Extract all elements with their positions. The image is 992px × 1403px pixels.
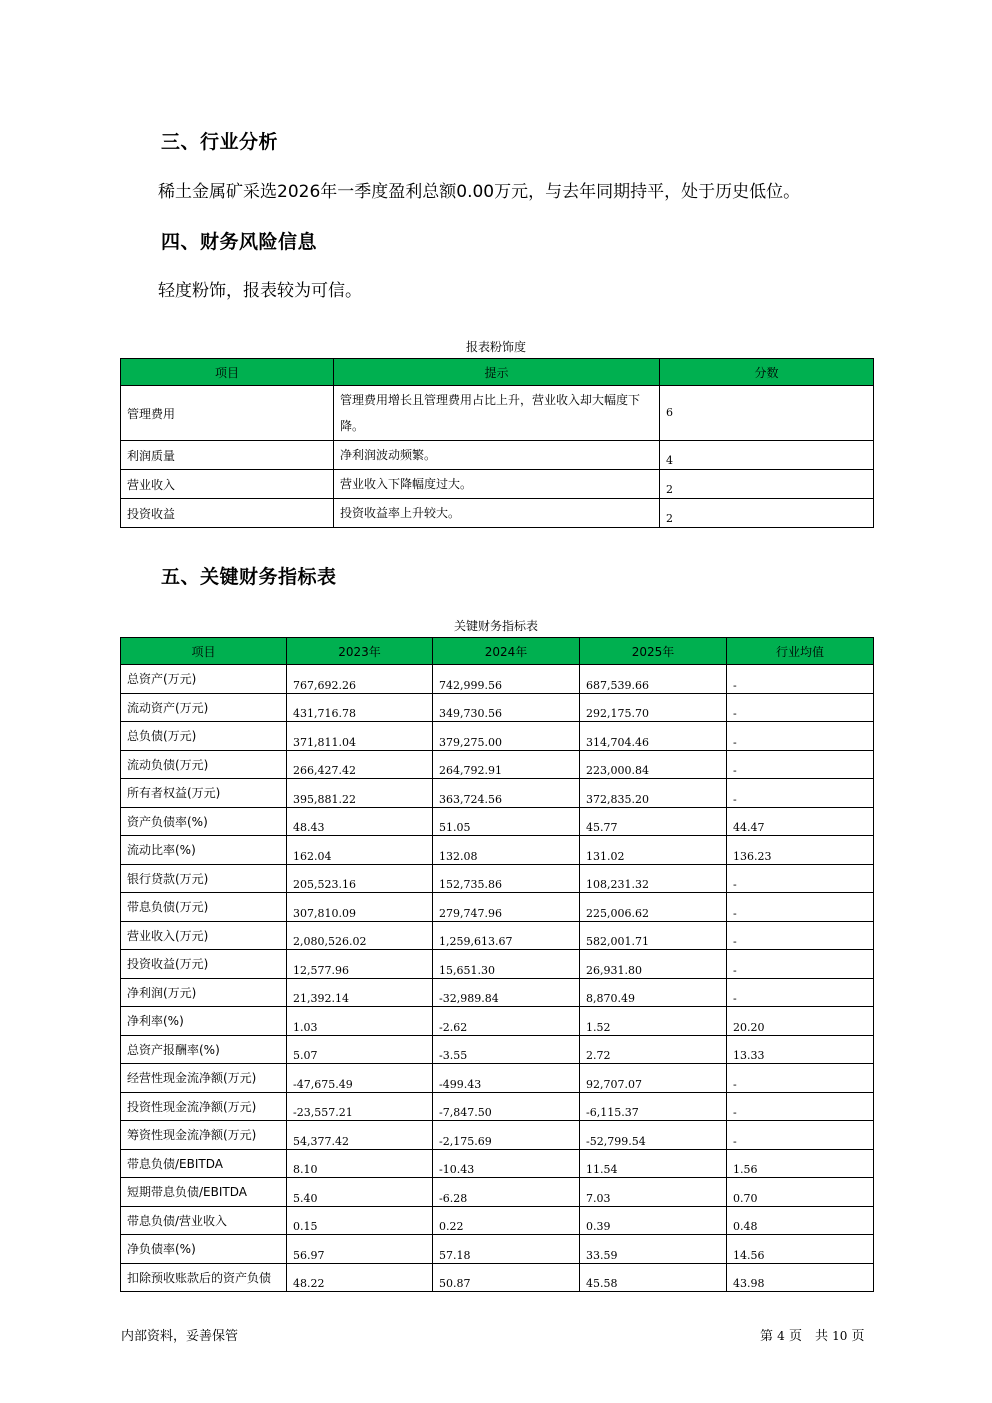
table-row <box>121 1149 874 1178</box>
industry-section-title: 三、行业分析 <box>161 131 279 153</box>
risk-section-title: 四、财务风险信息 <box>161 231 318 253</box>
metric-2024: 379,275.00 <box>433 722 580 751</box>
table-row <box>121 893 874 922</box>
table-row <box>121 1178 874 1207</box>
metric-industry-avg: - <box>727 893 874 922</box>
metric-2025: 0.39 <box>580 1206 727 1235</box>
metric-2024: 0.22 <box>433 1206 580 1235</box>
metric-industry-avg: - <box>727 1092 874 1121</box>
metric-2025: 45.77 <box>580 807 727 836</box>
metric-industry-avg: - <box>727 750 874 779</box>
metric-industry-avg: 0.70 <box>727 1178 874 1207</box>
risk-table <box>120 358 874 528</box>
risk-header-item: 项目 <box>121 359 334 386</box>
metric-industry-avg: 44.47 <box>727 807 874 836</box>
metric-label: 流动比率(%) <box>121 836 287 865</box>
metric-2025: 92,707.07 <box>580 1064 727 1093</box>
metric-2025: 45.58 <box>580 1263 727 1292</box>
metric-2024: 15,651.30 <box>433 950 580 979</box>
table-row <box>121 950 874 979</box>
table-row <box>121 978 874 1007</box>
metric-industry-avg: 20.20 <box>727 1007 874 1036</box>
metric-2023: 431,716.78 <box>287 693 433 722</box>
metric-industry-avg: - <box>727 950 874 979</box>
metrics-header-2023: 2023年 <box>287 638 433 665</box>
page-mid: 页 共 <box>788 1329 828 1344</box>
risk-item: 管理费用 <box>121 386 334 441</box>
metrics-header-industry-avg: 行业均值 <box>727 638 874 665</box>
metric-2025: 687,539.66 <box>580 665 727 694</box>
table-row <box>121 921 874 950</box>
metric-2024: -7,847.50 <box>433 1092 580 1121</box>
metrics-table-caption: 关键财务指标表 <box>453 619 538 633</box>
metric-industry-avg: 0.48 <box>727 1206 874 1235</box>
metric-2024: 51.05 <box>433 807 580 836</box>
metric-industry-avg: - <box>727 722 874 751</box>
table-row <box>121 750 874 779</box>
metric-2025: 33.59 <box>580 1235 727 1264</box>
risk-score: 2 <box>660 499 874 528</box>
metric-2024: 50.87 <box>433 1263 580 1292</box>
metric-label: 总资产(万元) <box>121 665 287 694</box>
metric-2023: 266,427.42 <box>287 750 433 779</box>
metric-2023: 0.15 <box>287 1206 433 1235</box>
metric-label: 净利润(万元) <box>121 978 287 1007</box>
table-row <box>121 470 874 499</box>
metrics-table <box>120 637 874 1292</box>
page-number: 4 <box>777 1329 785 1343</box>
metric-label: 经营性现金流净额(万元) <box>121 1064 287 1093</box>
risk-hint: 投资收益率上升较大。 <box>334 499 660 528</box>
metric-label: 带息负债/营业收入 <box>121 1206 287 1235</box>
risk-score: 4 <box>660 441 874 470</box>
metric-industry-avg: 43.98 <box>727 1263 874 1292</box>
risk-score: 6 <box>660 386 874 441</box>
risk-hint: 净利润波动频繁。 <box>334 441 660 470</box>
metric-label: 筹资性现金流净额(万元) <box>121 1121 287 1150</box>
industry-analysis-text: 稀土金属矿采选2026年一季度盈利总额0.00万元，与去年同期持平，处于历史低位。 <box>158 182 801 202</box>
page-suffix: 页 <box>851 1329 865 1344</box>
table-row <box>121 441 874 470</box>
risk-item: 利润质量 <box>121 441 334 470</box>
metric-2023: 21,392.14 <box>287 978 433 1007</box>
metric-2025: 7.03 <box>580 1178 727 1207</box>
metric-label: 总资产报酬率(%) <box>121 1035 287 1064</box>
metric-2023: 205,523.16 <box>287 864 433 893</box>
risk-item: 营业收入 <box>121 470 334 499</box>
metric-industry-avg: - <box>727 1121 874 1150</box>
metric-industry-avg: - <box>727 921 874 950</box>
metric-2025: 582,001.71 <box>580 921 727 950</box>
metric-2024: -6.28 <box>433 1178 580 1207</box>
metric-2023: 48.22 <box>287 1263 433 1292</box>
metric-label: 流动负债(万元) <box>121 750 287 779</box>
risk-header-hint: 提示 <box>334 359 660 386</box>
metric-industry-avg: - <box>727 779 874 808</box>
metric-label: 带息负债/EBITDA <box>121 1149 287 1178</box>
metrics-header-2025: 2025年 <box>580 638 727 665</box>
risk-hint: 管理费用增长且管理费用占比上升，营业收入却大幅度下降。 <box>334 386 660 441</box>
metric-2025: 2.72 <box>580 1035 727 1064</box>
metrics-header-item: 项目 <box>121 638 287 665</box>
metric-2024: -10.43 <box>433 1149 580 1178</box>
metric-2023: 56.97 <box>287 1235 433 1264</box>
metric-2024: 264,792.91 <box>433 750 580 779</box>
metric-2023: 54,377.42 <box>287 1121 433 1150</box>
metric-industry-avg: 14.56 <box>727 1235 874 1264</box>
metric-2023: 1.03 <box>287 1007 433 1036</box>
metric-label: 流动资产(万元) <box>121 693 287 722</box>
metrics-section-title: 五、关键财务指标表 <box>161 566 337 588</box>
table-row <box>121 693 874 722</box>
metric-label: 带息负债(万元) <box>121 893 287 922</box>
table-row <box>121 722 874 751</box>
metric-label: 净负债率(%) <box>121 1235 287 1264</box>
metric-2024: 57.18 <box>433 1235 580 1264</box>
metric-2024: -32,989.84 <box>433 978 580 1007</box>
metric-2023: -23,557.21 <box>287 1092 433 1121</box>
metric-2023: 5.40 <box>287 1178 433 1207</box>
table-row <box>121 1092 874 1121</box>
metric-2023: -47,675.49 <box>287 1064 433 1093</box>
table-row <box>121 1035 874 1064</box>
metric-2025: 108,231.32 <box>580 864 727 893</box>
metric-2023: 48.43 <box>287 807 433 836</box>
metric-label: 总负债(万元) <box>121 722 287 751</box>
risk-table-header-row <box>121 359 874 386</box>
metric-2024: -2,175.69 <box>433 1121 580 1150</box>
metric-2024: -499.43 <box>433 1064 580 1093</box>
metrics-table-header-row <box>121 638 874 665</box>
metric-2023: 307,810.09 <box>287 893 433 922</box>
metric-2023: 162.04 <box>287 836 433 865</box>
metric-label: 投资性现金流净额(万元) <box>121 1092 287 1121</box>
footer-confidential-note: 内部资料，妥善保管 <box>121 1329 239 1344</box>
metric-industry-avg: - <box>727 1064 874 1093</box>
metric-2025: 8,870.49 <box>580 978 727 1007</box>
metric-2024: 279,747.96 <box>433 893 580 922</box>
metric-label: 净利率(%) <box>121 1007 287 1036</box>
metrics-header-2024: 2024年 <box>433 638 580 665</box>
metric-2025: 225,006.62 <box>580 893 727 922</box>
table-row <box>121 1121 874 1150</box>
risk-summary-text: 轻度粉饰，报表较为可信。 <box>158 281 362 301</box>
metric-2025: 292,175.70 <box>580 693 727 722</box>
table-row <box>121 1263 874 1292</box>
metric-2024: 363,724.56 <box>433 779 580 808</box>
metric-2023: 395,881.22 <box>287 779 433 808</box>
metric-label: 投资收益(万元) <box>121 950 287 979</box>
metric-industry-avg: 136.23 <box>727 836 874 865</box>
table-row <box>121 807 874 836</box>
metric-2025: 1.52 <box>580 1007 727 1036</box>
metric-2025: -6,115.37 <box>580 1092 727 1121</box>
metric-2023: 2,080,526.02 <box>287 921 433 950</box>
page-prefix: 第 <box>760 1329 774 1344</box>
risk-item: 投资收益 <box>121 499 334 528</box>
metric-label: 短期带息负债/EBITDA <box>121 1178 287 1207</box>
table-row <box>121 499 874 528</box>
metric-label: 营业收入(万元) <box>121 921 287 950</box>
metric-2023: 12,577.96 <box>287 950 433 979</box>
metric-2024: 349,730.56 <box>433 693 580 722</box>
table-row <box>121 386 874 441</box>
footer-page-indicator <box>760 1325 865 1344</box>
table-row <box>121 836 874 865</box>
metric-2023: 5.07 <box>287 1035 433 1064</box>
metric-2025: 131.02 <box>580 836 727 865</box>
table-row <box>121 864 874 893</box>
metric-2024: 132.08 <box>433 836 580 865</box>
table-row <box>121 1206 874 1235</box>
metric-2024: 742,999.56 <box>433 665 580 694</box>
metric-2023: 8.10 <box>287 1149 433 1178</box>
risk-header-score: 分数 <box>660 359 874 386</box>
page-total: 10 <box>832 1329 848 1343</box>
metric-2023: 371,811.04 <box>287 722 433 751</box>
table-row <box>121 1064 874 1093</box>
metric-2024: -3.55 <box>433 1035 580 1064</box>
metric-2024: 1,259,613.67 <box>433 921 580 950</box>
metric-2024: -2.62 <box>433 1007 580 1036</box>
metric-label: 资产负债率(%) <box>121 807 287 836</box>
table-row <box>121 779 874 808</box>
risk-table-caption: 报表粉饰度 <box>465 340 526 354</box>
metric-2025: 11.54 <box>580 1149 727 1178</box>
metric-industry-avg: - <box>727 864 874 893</box>
metric-label: 扣除预收账款后的资产负债 <box>121 1263 287 1292</box>
metrics-table-body <box>121 665 874 1292</box>
table-row <box>121 1007 874 1036</box>
metric-2025: 223,000.84 <box>580 750 727 779</box>
metric-industry-avg: - <box>727 978 874 1007</box>
metric-2023: 767,692.26 <box>287 665 433 694</box>
table-row <box>121 1235 874 1264</box>
risk-score: 2 <box>660 470 874 499</box>
table-row <box>121 665 874 694</box>
metric-2025: 26,931.80 <box>580 950 727 979</box>
metric-label: 所有者权益(万元) <box>121 779 287 808</box>
metric-industry-avg: 1.56 <box>727 1149 874 1178</box>
risk-hint: 营业收入下降幅度过大。 <box>334 470 660 499</box>
metric-2025: -52,799.54 <box>580 1121 727 1150</box>
metric-2025: 314,704.46 <box>580 722 727 751</box>
metric-industry-avg: - <box>727 693 874 722</box>
metric-industry-avg: - <box>727 665 874 694</box>
metric-2024: 152,735.86 <box>433 864 580 893</box>
metric-industry-avg: 13.33 <box>727 1035 874 1064</box>
metric-2025: 372,835.20 <box>580 779 727 808</box>
metric-label: 银行贷款(万元) <box>121 864 287 893</box>
